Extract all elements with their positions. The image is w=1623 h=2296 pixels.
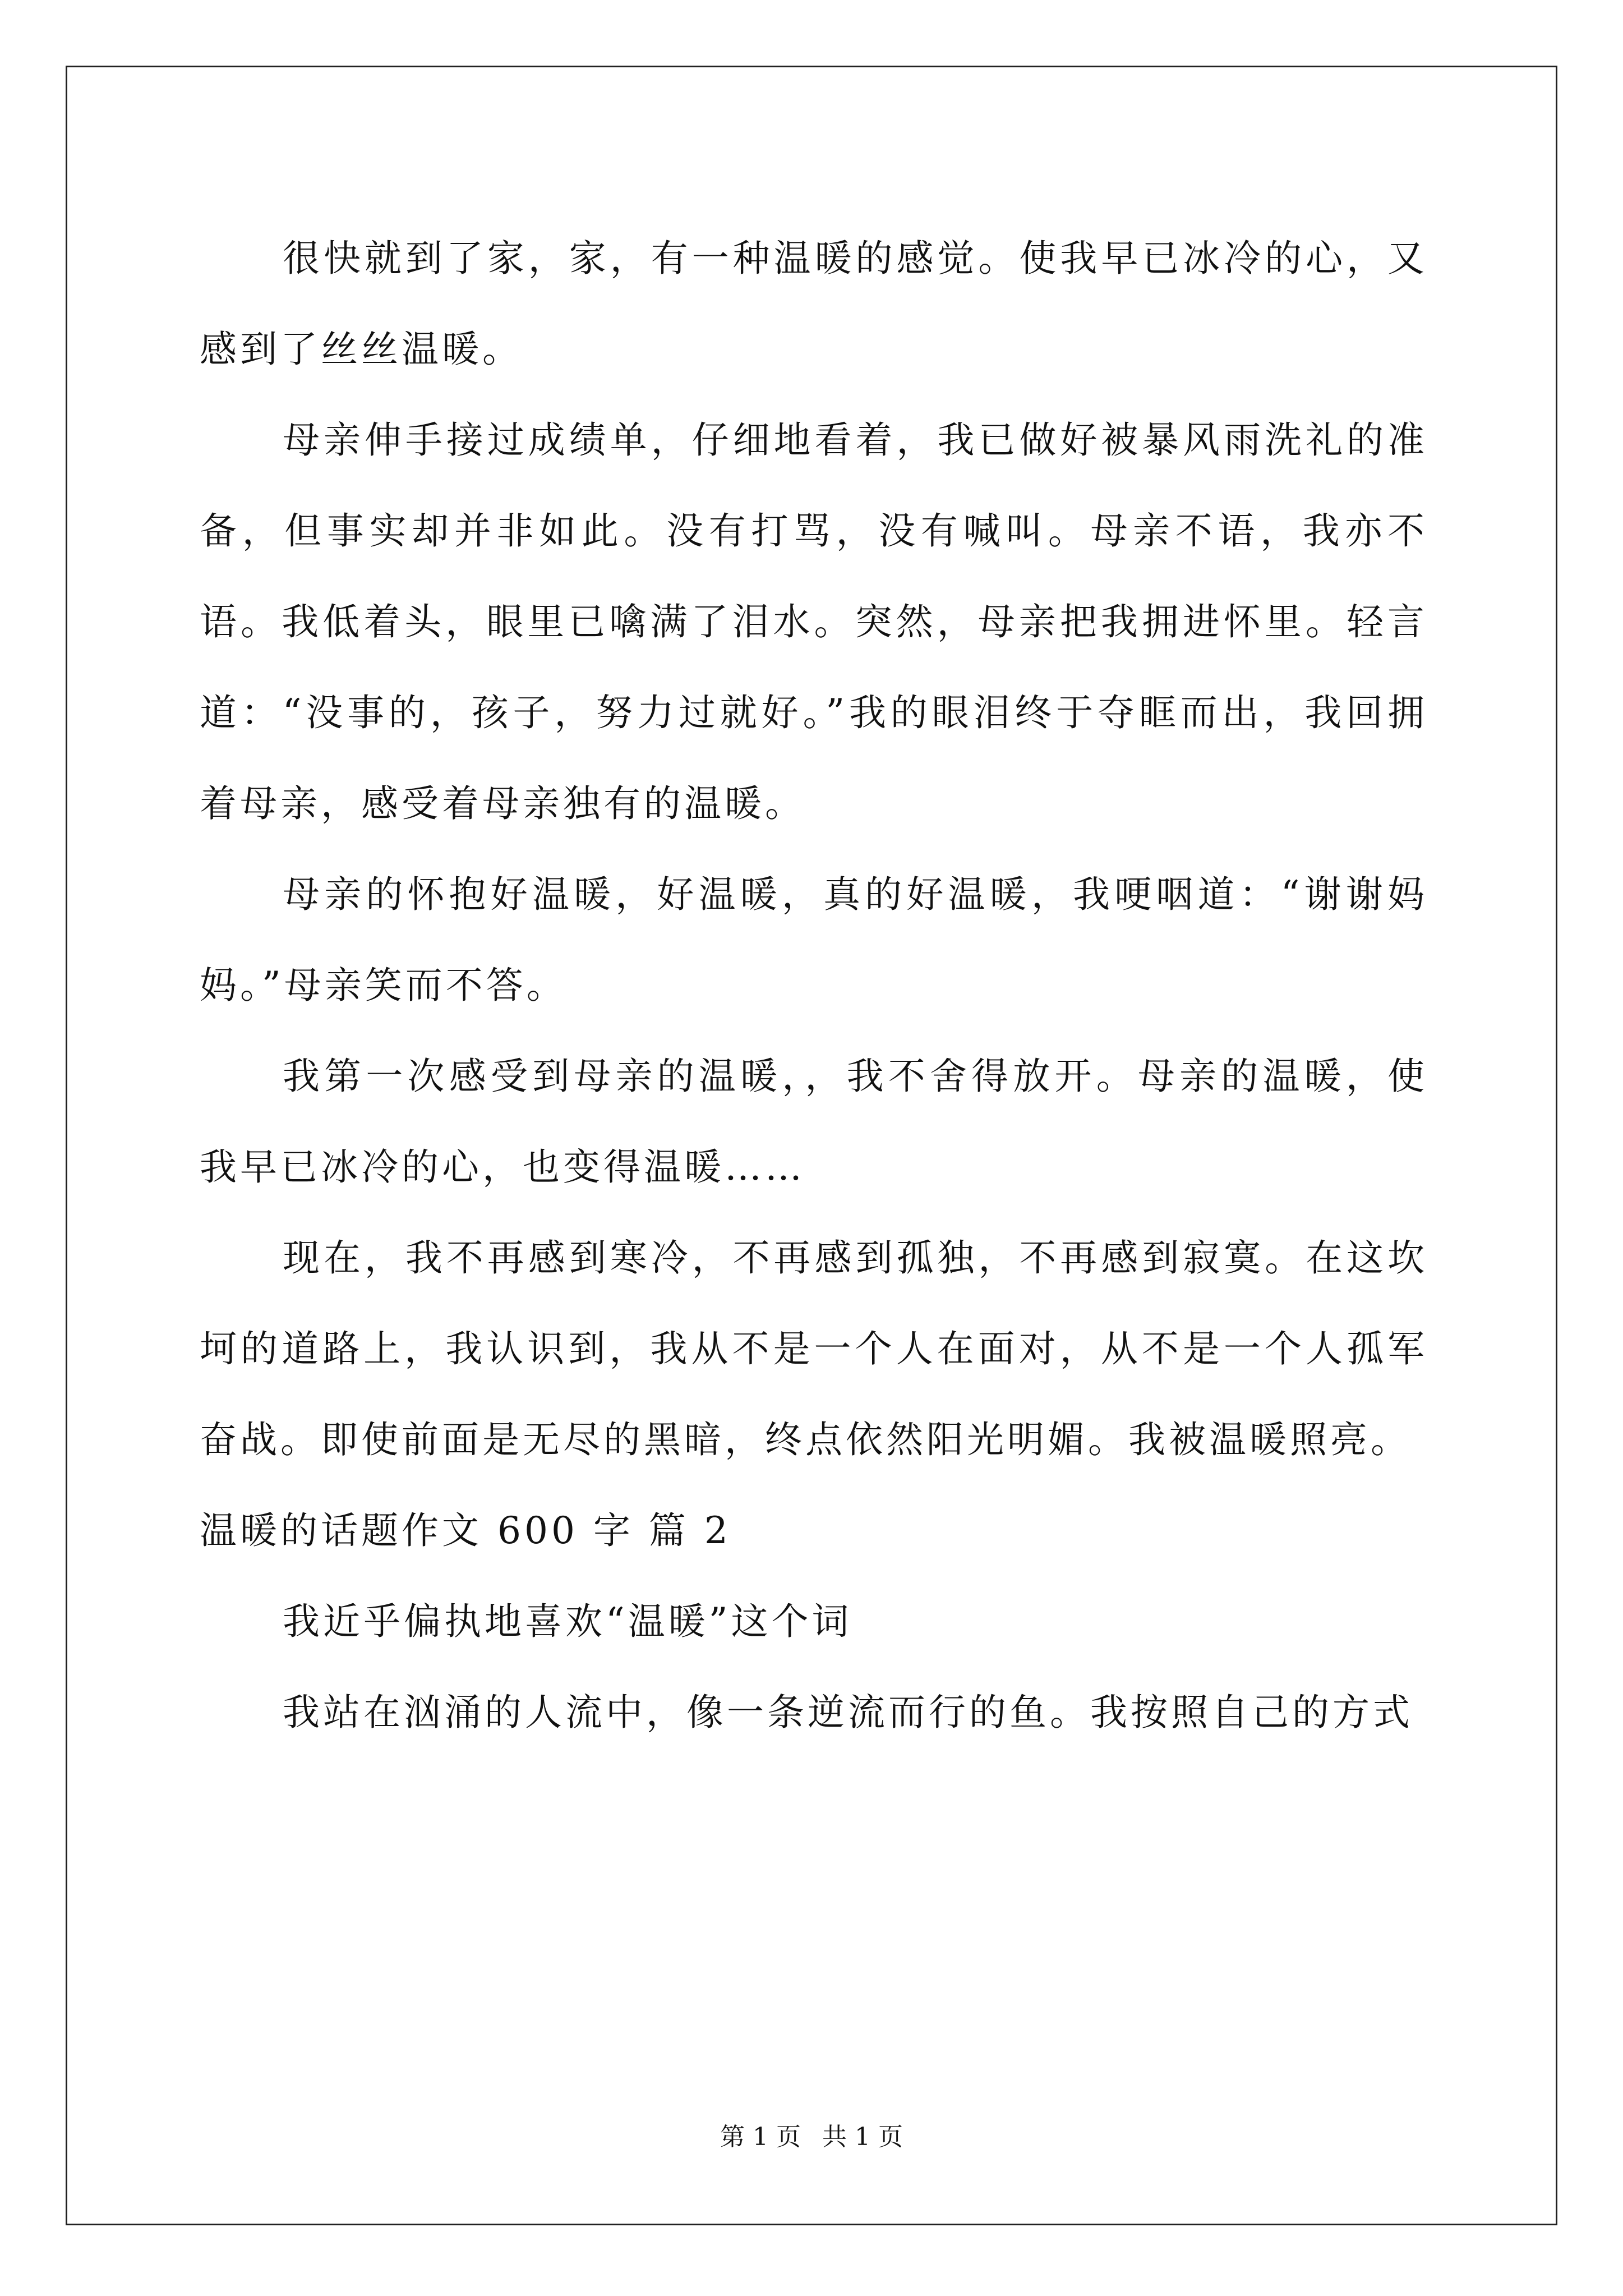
paragraph-7: 我站在汹涌的人流中，像一条逆流而行的鱼。我按照自己的方式	[283, 1691, 1413, 1734]
paragraph-2: 母亲伸手接过成绩单，仔细地看着，我已做好被暴风雨洗礼的准备，但事实却并非如此。没有打骂，没有喊叫。母亲不语，我亦不语。我低着头，眼里已噙满了泪水。突然，母亲把我拥进怀里。轻言道：“没事的，孩子，努力过就好。”我的眼泪终于夺眶而出，我回拥着母亲，感受着母亲独有的温暖。	[200, 418, 1428, 825]
paragraph-4: 我第一次感受到母亲的温暖，，我不舍得放开。母亲的温暖，使我早已冰冷的心，也变得温暖……	[200, 1055, 1428, 1189]
section-heading: 温暖的话题作文 600 字 篇 2	[200, 1509, 731, 1552]
paragraph-1: 很快就到了家，家，有一种温暖的感觉。使我早已冰冷的心，又感到了丝丝温暖。	[200, 237, 1428, 371]
page-total: 共 1 页	[822, 2123, 903, 2151]
paragraph-3: 母亲的怀抱好温暖，好温暖，真的好温暖，我哽咽道：“谢谢妈妈。”母亲笑而不答。	[200, 873, 1428, 1007]
document-body	[200, 213, 1428, 1758]
paragraph-5: 现在，我不再感到寒冷，不再感到孤独，不再感到寂寞。在这坎坷的道路上，我认识到，我从不是一个人在面对，从不是一个人孤军奋战。即使前面是无尽的黑暗，终点依然阳光明媚。我被温暖照亮。	[200, 1236, 1428, 1461]
page-number: 第 1 页	[720, 2123, 801, 2151]
paragraph-6: 我近乎偏执地喜欢“温暖”这个词	[283, 1600, 852, 1643]
page-footer	[0, 2120, 1623, 2154]
